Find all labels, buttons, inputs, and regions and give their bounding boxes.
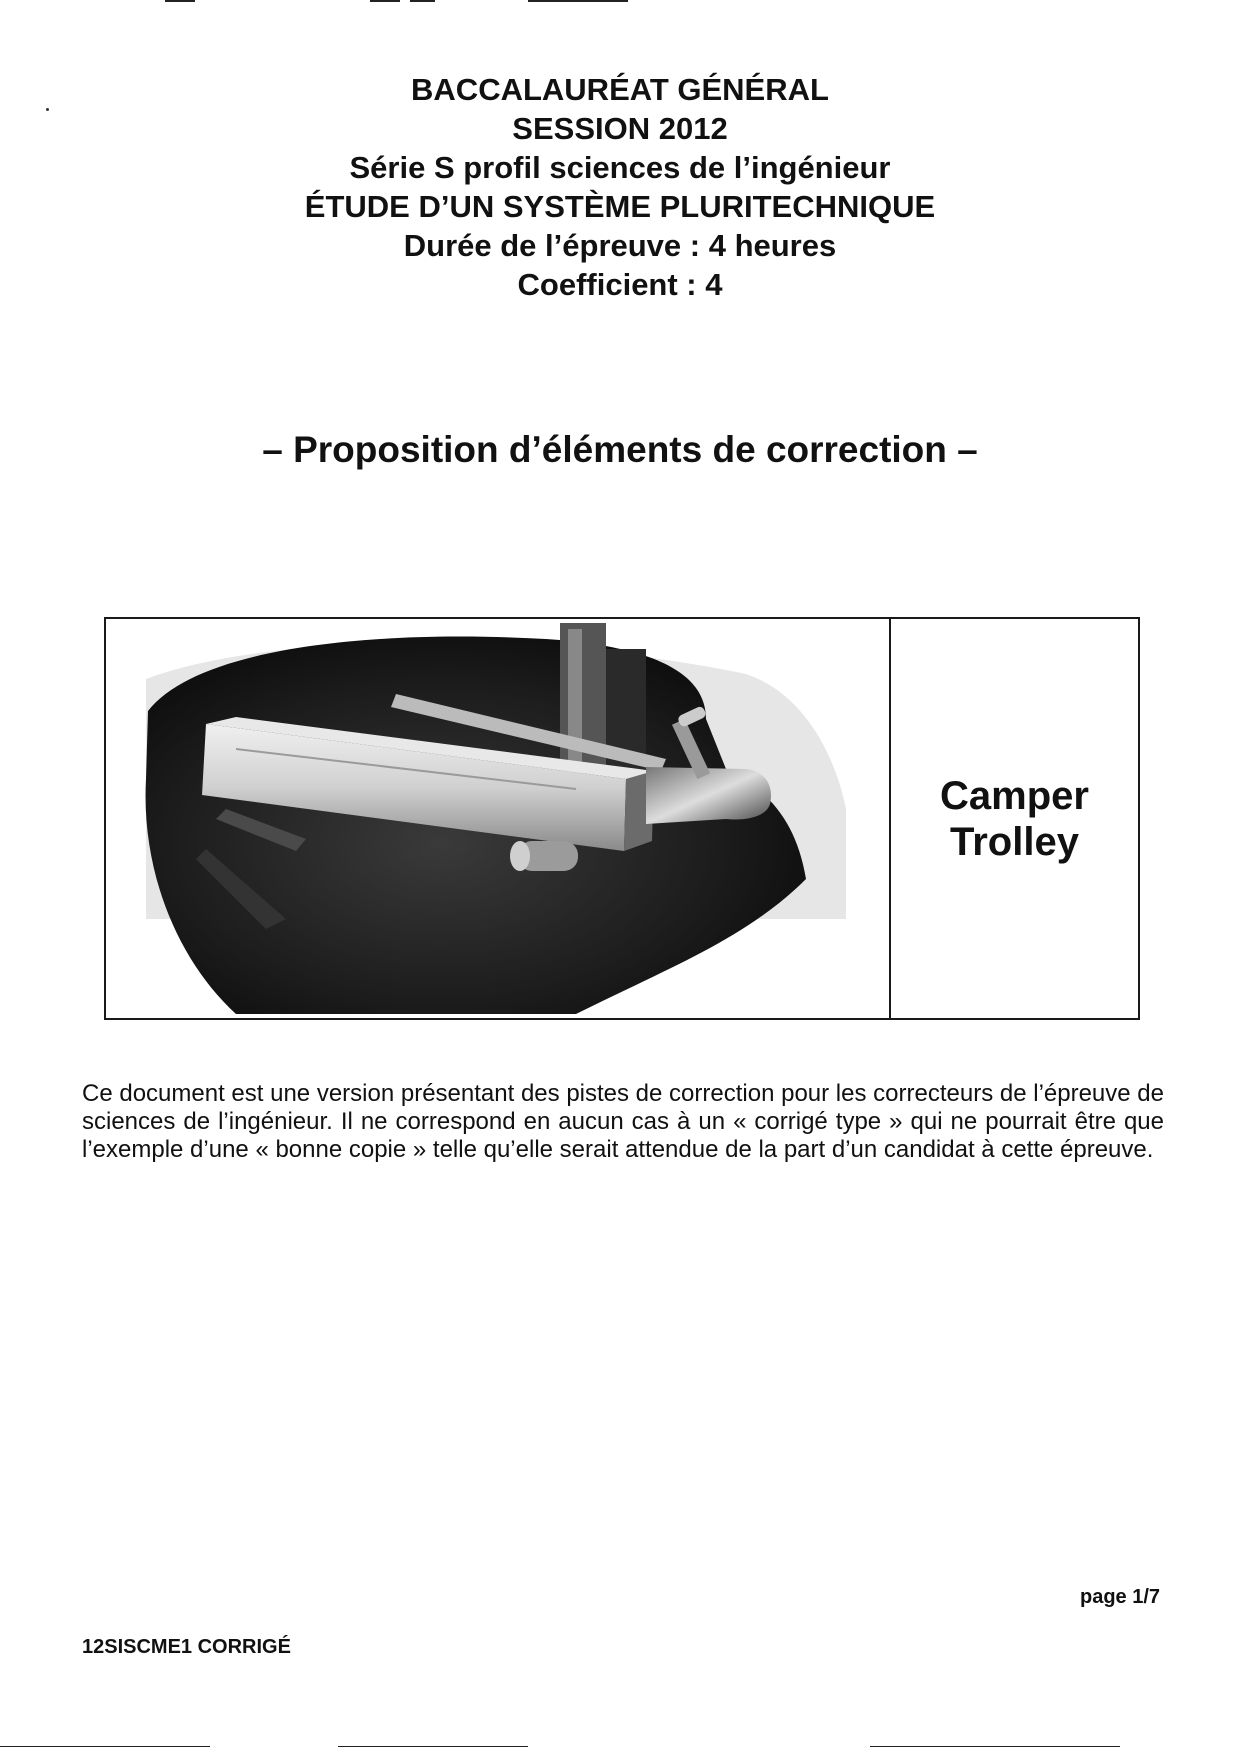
scan-edge-line (370, 0, 400, 2)
product-label-line2: Trolley (950, 819, 1079, 864)
page-number: page 1/7 (1080, 1586, 1161, 1608)
document-code: 12SISCME1 CORRIGÉ (82, 1636, 291, 1658)
figure-table (104, 617, 1140, 1020)
scan-edge-line (0, 1746, 210, 1747)
scan-edge-line (870, 1746, 1120, 1747)
scan-edge-line (165, 0, 195, 2)
exam-series: Série S profil sciences de l’ingénieur (349, 150, 891, 185)
scan-edge-line (528, 0, 628, 2)
product-label-line1: Camper (940, 773, 1089, 818)
exam-session: SESSION 2012 (512, 111, 728, 146)
scan-edge-line (338, 1746, 528, 1747)
camper-trolley-photo (106, 619, 891, 1018)
camper-trolley-illustration (106, 619, 889, 1018)
intro-paragraph: Ce document est une version présentant des pistes de correction pour les correcteurs de l’épreuve de sciences de l’ingénieur. Il ne correspond en aucun cas à un « corrigé type » qui ne pourrait être que l’exemple d’une « bonne copie » telle qu’elle serait attendue de la part d’un candidat à cette épreuve. (82, 1080, 1164, 1163)
exam-coefficient: Coefficient : 4 (517, 267, 723, 302)
exam-duration: Durée de l’épreuve : 4 heures (403, 228, 837, 263)
scan-edge-line (410, 0, 435, 2)
correction-title: – Proposition d’éléments de correction – (262, 429, 978, 470)
exam-type: BACCALAURÉAT GÉNÉRAL (411, 72, 829, 107)
exam-subject: ÉTUDE D’UN SYSTÈME PLURITECHNIQUE (304, 189, 936, 224)
product-label-cell (891, 619, 1138, 1018)
exam-header (0, 70, 1240, 304)
